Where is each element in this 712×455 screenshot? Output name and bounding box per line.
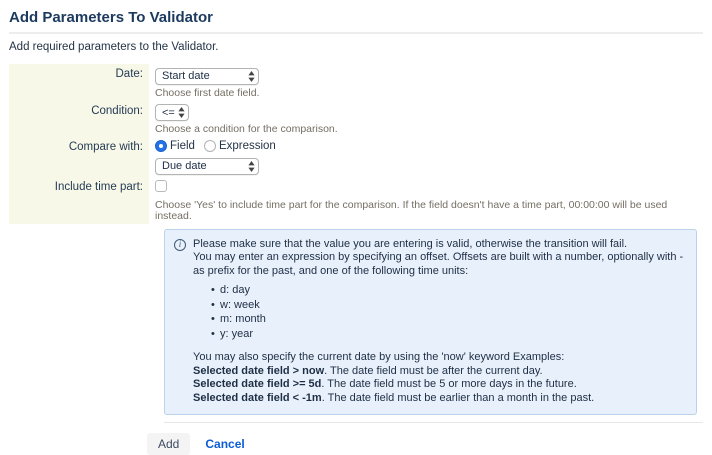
date-control-cell xyxy=(149,64,703,101)
actions-divider xyxy=(164,422,703,423)
compare-with-radio-group xyxy=(155,140,703,152)
list-item: • w: week xyxy=(220,298,684,313)
condition-label: Condition: xyxy=(9,101,149,138)
compare-field-option[interactable] xyxy=(155,140,195,152)
field-radio[interactable] xyxy=(155,140,167,152)
cancel-link[interactable]: Cancel xyxy=(205,437,245,451)
info-icon xyxy=(174,239,186,251)
compare-field-select[interactable] xyxy=(155,158,259,175)
example-line: Selected date field >= 5d. The date field must be 5 or more days in the future. xyxy=(193,378,577,390)
date-label: Date: xyxy=(9,64,149,101)
condition-select-value: <= xyxy=(162,106,175,119)
expression-radio[interactable] xyxy=(204,140,216,152)
page-subtitle: Add required parameters to the Validator. xyxy=(9,41,219,53)
field-radio-label: Field xyxy=(170,140,195,152)
form-actions xyxy=(147,433,703,455)
example-line: Selected date field > now. The date field must be after the current day. xyxy=(193,364,543,377)
date-select[interactable] xyxy=(155,68,259,85)
date-help-text: Choose first date field. xyxy=(155,86,260,99)
info-box-content xyxy=(193,238,684,406)
compare-field-select-value: Due date xyxy=(162,160,207,172)
include-time-control-cell xyxy=(149,177,703,224)
include-time-help-text: Choose 'Yes' to include time part for the comparison. If the field doesn't have a time part, 00:00:00 will be used instead. xyxy=(155,198,668,222)
compare-expression-option[interactable] xyxy=(204,140,276,152)
expression-radio-label: Expression xyxy=(218,140,276,152)
list-item: • d: day xyxy=(220,283,684,298)
select-stepper-icon xyxy=(248,161,255,172)
select-stepper-icon xyxy=(248,71,255,82)
validator-form xyxy=(9,64,703,224)
select-stepper-icon xyxy=(178,107,185,118)
add-button[interactable]: Add xyxy=(147,433,190,455)
condition-control-cell xyxy=(149,101,703,138)
info-box xyxy=(164,229,697,416)
condition-select[interactable] xyxy=(155,104,189,121)
include-time-label: Include time part: xyxy=(9,177,149,224)
example-line: Selected date field < -1m. The date field must be earlier than a month in the past. xyxy=(193,391,595,404)
compare-with-control-cell xyxy=(149,137,703,177)
time-units-list xyxy=(193,283,684,341)
page-title: Add Parameters To Validator xyxy=(9,6,703,34)
condition-help-text: Choose a condition for the comparison. xyxy=(155,123,338,135)
include-time-checkbox[interactable] xyxy=(155,180,167,192)
compare-with-label: Compare with: xyxy=(9,137,149,177)
list-item: • y: year xyxy=(220,327,684,342)
list-item: • m: month xyxy=(220,312,684,327)
date-select-value: Start date xyxy=(162,70,210,82)
info-line-now-keyword: You may also specify the current date by using the 'now' keyword Examples: xyxy=(193,351,565,363)
info-line-valid: Please make sure that the value you are entering is valid, otherwise the transition will fail. xyxy=(193,237,628,250)
info-line-offset: You may enter an expression by specifying an offset. Offsets are built with a number, optionally with - as prefix for the past, and one of the following time units: xyxy=(193,251,684,277)
